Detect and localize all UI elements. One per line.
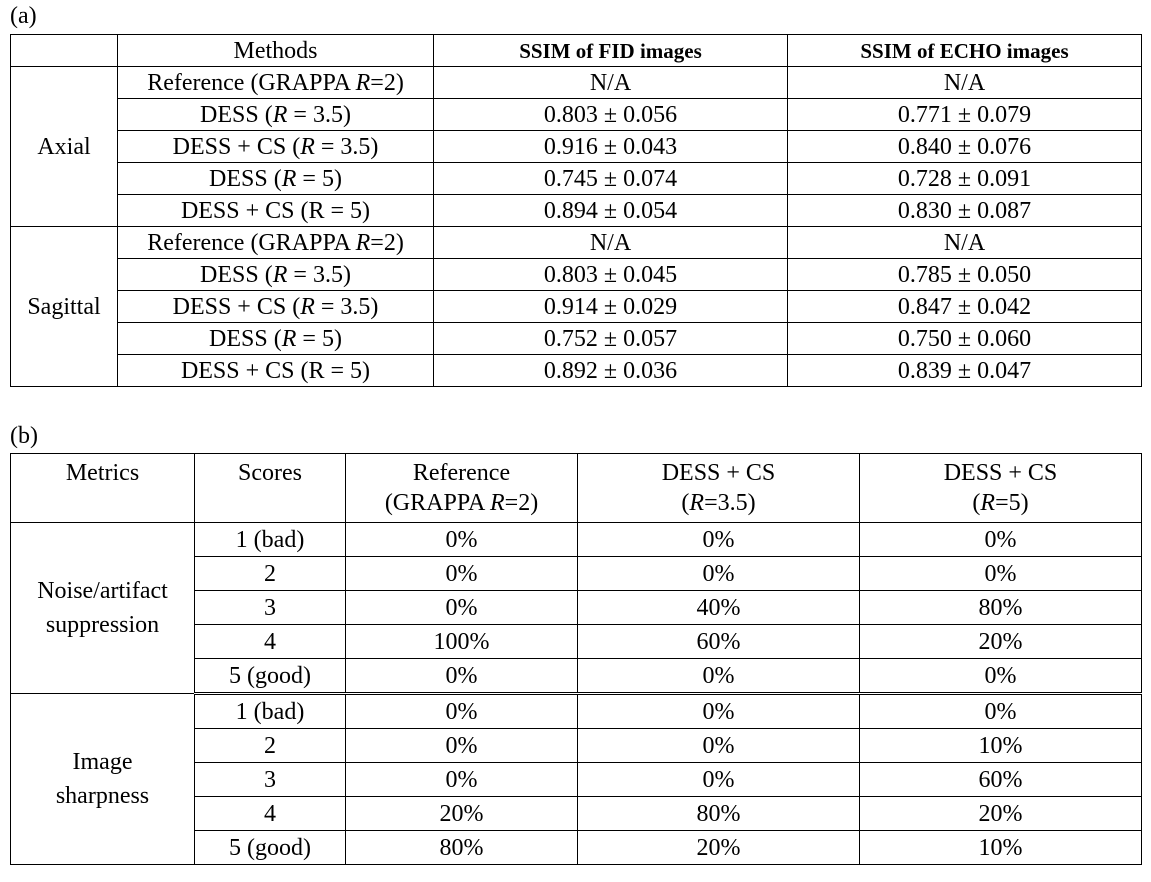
- group-label: Sagittal: [11, 227, 118, 387]
- score-cell: 5 (good): [195, 831, 346, 865]
- ssim-fid-value: 0.892 ± 0.036: [434, 355, 788, 387]
- header-metrics: Metrics: [11, 454, 195, 523]
- method-cell: DESS + CS (R = 3.5): [118, 131, 434, 163]
- score-cell: 2: [195, 557, 346, 591]
- ssim-echo-value: 0.839 ± 0.047: [788, 355, 1142, 387]
- ssim-fid-value: 0.803 ± 0.045: [434, 259, 788, 291]
- method-cell: DESS (R = 5): [118, 163, 434, 195]
- header-ssim-fid: SSIM of FID images: [434, 35, 788, 67]
- dess-cs-5-value: 0%: [860, 557, 1142, 591]
- panel-a-label: (a): [10, 3, 37, 29]
- header-dess-cs-5: DESS + CS (R=5): [860, 454, 1142, 523]
- ssim-fid-value: N/A: [434, 227, 788, 259]
- table-row: [11, 99, 1142, 131]
- ssim-echo-value: 0.847 ± 0.042: [788, 291, 1142, 323]
- dess-cs-5-value: 80%: [860, 591, 1142, 625]
- method-cell: Reference (GRAPPA R=2): [118, 67, 434, 99]
- header-methods: Methods: [118, 35, 434, 67]
- score-cell: 4: [195, 625, 346, 659]
- table-row: [11, 259, 1142, 291]
- score-cell: 5 (good): [195, 659, 346, 694]
- method-cell: DESS + CS (R = 3.5): [118, 291, 434, 323]
- reference-value: 0%: [346, 659, 578, 694]
- dess-cs-3-5-value: 0%: [578, 557, 860, 591]
- reference-value: 0%: [346, 763, 578, 797]
- reference-value: 0%: [346, 523, 578, 557]
- header-blank: [11, 35, 118, 67]
- dess-cs-3-5-value: 60%: [578, 625, 860, 659]
- score-header-row: [11, 454, 1142, 523]
- ssim-fid-value: 0.745 ± 0.074: [434, 163, 788, 195]
- reference-value: 100%: [346, 625, 578, 659]
- dess-cs-3-5-value: 80%: [578, 797, 860, 831]
- table-row: [11, 291, 1142, 323]
- ssim-echo-value: 0.785 ± 0.050: [788, 259, 1142, 291]
- dess-cs-5-value: 0%: [860, 523, 1142, 557]
- dess-cs-5-value: 60%: [860, 763, 1142, 797]
- method-cell: DESS (R = 3.5): [118, 259, 434, 291]
- ssim-echo-value: 0.771 ± 0.079: [788, 99, 1142, 131]
- dess-cs-3-5-value: 0%: [578, 694, 860, 729]
- ssim-echo-value: 0.830 ± 0.087: [788, 195, 1142, 227]
- method-cell: DESS (R = 5): [118, 323, 434, 355]
- metric-label: Noise/artifact suppression: [11, 523, 195, 694]
- table-row: [11, 355, 1142, 387]
- score-cell: 4: [195, 797, 346, 831]
- ssim-fid-value: N/A: [434, 67, 788, 99]
- ssim-echo-value: N/A: [788, 67, 1142, 99]
- ssim-echo-value: N/A: [788, 227, 1142, 259]
- table-row: [11, 694, 1142, 729]
- ssim-table: [10, 34, 1142, 387]
- dess-cs-3-5-value: 0%: [578, 729, 860, 763]
- ssim-header-row: [11, 35, 1142, 67]
- table-row: [11, 163, 1142, 195]
- header-dess-cs-3-5: DESS + CS (R=3.5): [578, 454, 860, 523]
- dess-cs-5-value: 0%: [860, 659, 1142, 694]
- score-cell: 2: [195, 729, 346, 763]
- dess-cs-3-5-value: 40%: [578, 591, 860, 625]
- table-row: [11, 131, 1142, 163]
- dess-cs-5-value: 0%: [860, 694, 1142, 729]
- method-cell: DESS (R = 3.5): [118, 99, 434, 131]
- table-row: [11, 67, 1142, 99]
- method-cell: DESS + CS (R = 5): [118, 195, 434, 227]
- reference-value: 0%: [346, 591, 578, 625]
- dess-cs-3-5-value: 20%: [578, 831, 860, 865]
- ssim-fid-value: 0.894 ± 0.054: [434, 195, 788, 227]
- dess-cs-5-value: 10%: [860, 729, 1142, 763]
- ssim-echo-value: 0.750 ± 0.060: [788, 323, 1142, 355]
- table-row: [11, 323, 1142, 355]
- header-ssim-echo: SSIM of ECHO images: [788, 35, 1142, 67]
- table-row: [11, 523, 1142, 557]
- table-row: [11, 227, 1142, 259]
- ssim-echo-value: 0.728 ± 0.091: [788, 163, 1142, 195]
- reference-value: 0%: [346, 694, 578, 729]
- dess-cs-5-value: 10%: [860, 831, 1142, 865]
- score-cell: 1 (bad): [195, 694, 346, 729]
- ssim-fid-value: 0.916 ± 0.043: [434, 131, 788, 163]
- dess-cs-5-value: 20%: [860, 625, 1142, 659]
- method-cell: DESS + CS (R = 5): [118, 355, 434, 387]
- dess-cs-5-value: 20%: [860, 797, 1142, 831]
- group-label: Axial: [11, 67, 118, 227]
- header-scores: Scores: [195, 454, 346, 523]
- header-reference: Reference (GRAPPA R=2): [346, 454, 578, 523]
- ssim-fid-value: 0.914 ± 0.029: [434, 291, 788, 323]
- ssim-fid-value: 0.752 ± 0.057: [434, 323, 788, 355]
- metric-label: Image sharpness: [11, 694, 195, 865]
- table-row: [11, 195, 1142, 227]
- score-table: [10, 453, 1142, 865]
- score-cell: 3: [195, 591, 346, 625]
- score-cell: 3: [195, 763, 346, 797]
- reference-value: 20%: [346, 797, 578, 831]
- ssim-fid-value: 0.803 ± 0.056: [434, 99, 788, 131]
- reference-value: 80%: [346, 831, 578, 865]
- reference-value: 0%: [346, 557, 578, 591]
- ssim-echo-value: 0.840 ± 0.076: [788, 131, 1142, 163]
- dess-cs-3-5-value: 0%: [578, 763, 860, 797]
- dess-cs-3-5-value: 0%: [578, 523, 860, 557]
- dess-cs-3-5-value: 0%: [578, 659, 860, 694]
- reference-value: 0%: [346, 729, 578, 763]
- panel-b-label: (b): [10, 423, 38, 449]
- score-cell: 1 (bad): [195, 523, 346, 557]
- method-cell: Reference (GRAPPA R=2): [118, 227, 434, 259]
